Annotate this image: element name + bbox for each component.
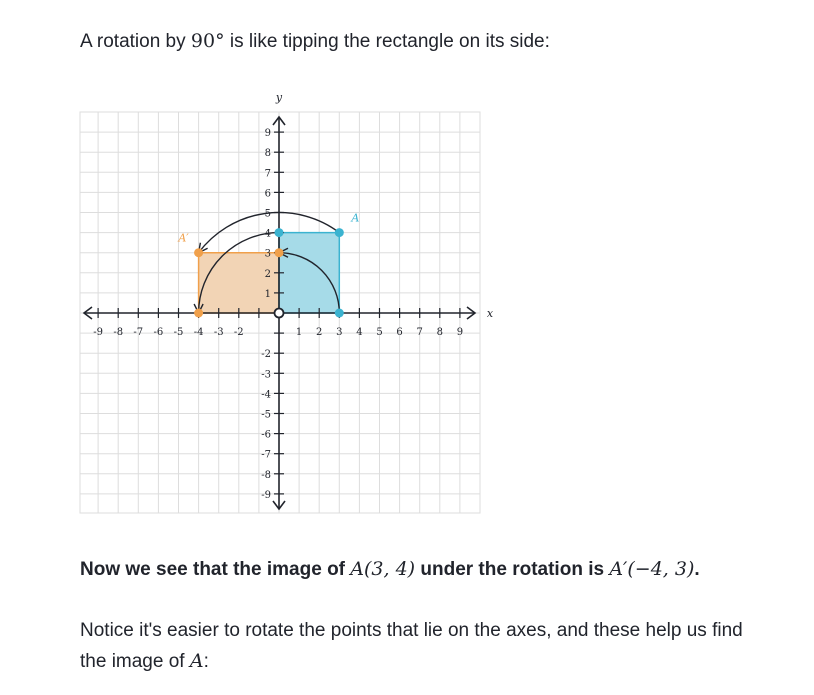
y-tick-label: 9 — [264, 128, 271, 140]
result-before: Now we see that the image of — [80, 559, 351, 580]
x-axis-label: x — [486, 307, 494, 320]
point-label-A-prime: A′ — [178, 231, 189, 245]
notice-after: : — [203, 651, 209, 672]
y-tick-label: 3 — [264, 248, 271, 260]
x-tick-label: 4 — [356, 327, 363, 338]
original-point — [335, 228, 344, 237]
x-tick-label: -9 — [93, 327, 103, 338]
notice-before: Notice it's easier to rotate the points that lie on the axes, and these help us find the image of — [80, 620, 743, 672]
y-tick-label: 4 — [264, 228, 271, 240]
original-rectangle — [279, 233, 339, 313]
y-tick-label: -3 — [261, 369, 271, 381]
x-tick-label: 2 — [316, 327, 323, 338]
x-tick-label: 8 — [436, 327, 443, 338]
y-tick-label: 1 — [264, 288, 271, 300]
y-tick-label: 7 — [264, 168, 271, 180]
x-tick-label: -3 — [213, 327, 224, 338]
x-tick-label: 9 — [456, 327, 464, 338]
rotation-center-point — [275, 309, 284, 318]
y-axis-label: y — [275, 91, 283, 104]
y-tick-label: -9 — [261, 489, 271, 501]
intro-angle: 90° — [190, 30, 225, 52]
y-tick-label: -4 — [261, 389, 271, 401]
x-tick-label: 1 — [295, 327, 303, 338]
result-image: A′(−4, 3) — [609, 558, 695, 580]
x-tick-label: 7 — [416, 327, 423, 338]
original-point — [275, 228, 284, 237]
y-tick-label: 8 — [264, 148, 271, 160]
x-tick-label: 3 — [336, 327, 343, 338]
y-tick-label: 6 — [264, 188, 271, 200]
y-tick-label: 5 — [264, 208, 271, 220]
y-tick-label: -2 — [261, 349, 271, 361]
intro-before: A rotation by — [80, 31, 191, 52]
image-point — [275, 248, 284, 257]
x-tick-label: -6 — [153, 327, 164, 338]
x-tick-label: -7 — [133, 327, 144, 338]
result-middle: under the rotation is — [415, 559, 610, 580]
x-tick-label: -2 — [233, 327, 244, 338]
y-tick-label: -7 — [261, 449, 271, 461]
image-point — [194, 309, 203, 318]
point-label-A: A — [351, 211, 360, 225]
image-point — [194, 248, 203, 257]
result-text — [80, 554, 700, 585]
original-point — [335, 309, 344, 318]
y-tick-label: -8 — [261, 469, 271, 481]
result-after: . — [694, 559, 700, 580]
y-tick-label: -5 — [261, 409, 271, 421]
y-tick-label: 2 — [264, 268, 271, 280]
x-tick-label: 5 — [376, 327, 383, 338]
x-tick-label: -4 — [193, 327, 204, 338]
x-tick-label: -5 — [173, 327, 184, 338]
image-rectangle — [199, 253, 279, 313]
intro-after: is like tipping the rectangle on its side: — [224, 31, 550, 52]
notice-point: A — [189, 650, 204, 672]
y-tick-label: -6 — [261, 429, 271, 441]
notice-text — [80, 615, 760, 677]
result-point: A(3, 4) — [350, 558, 416, 580]
x-tick-label: 6 — [396, 327, 403, 338]
x-tick-label: -8 — [113, 327, 124, 338]
